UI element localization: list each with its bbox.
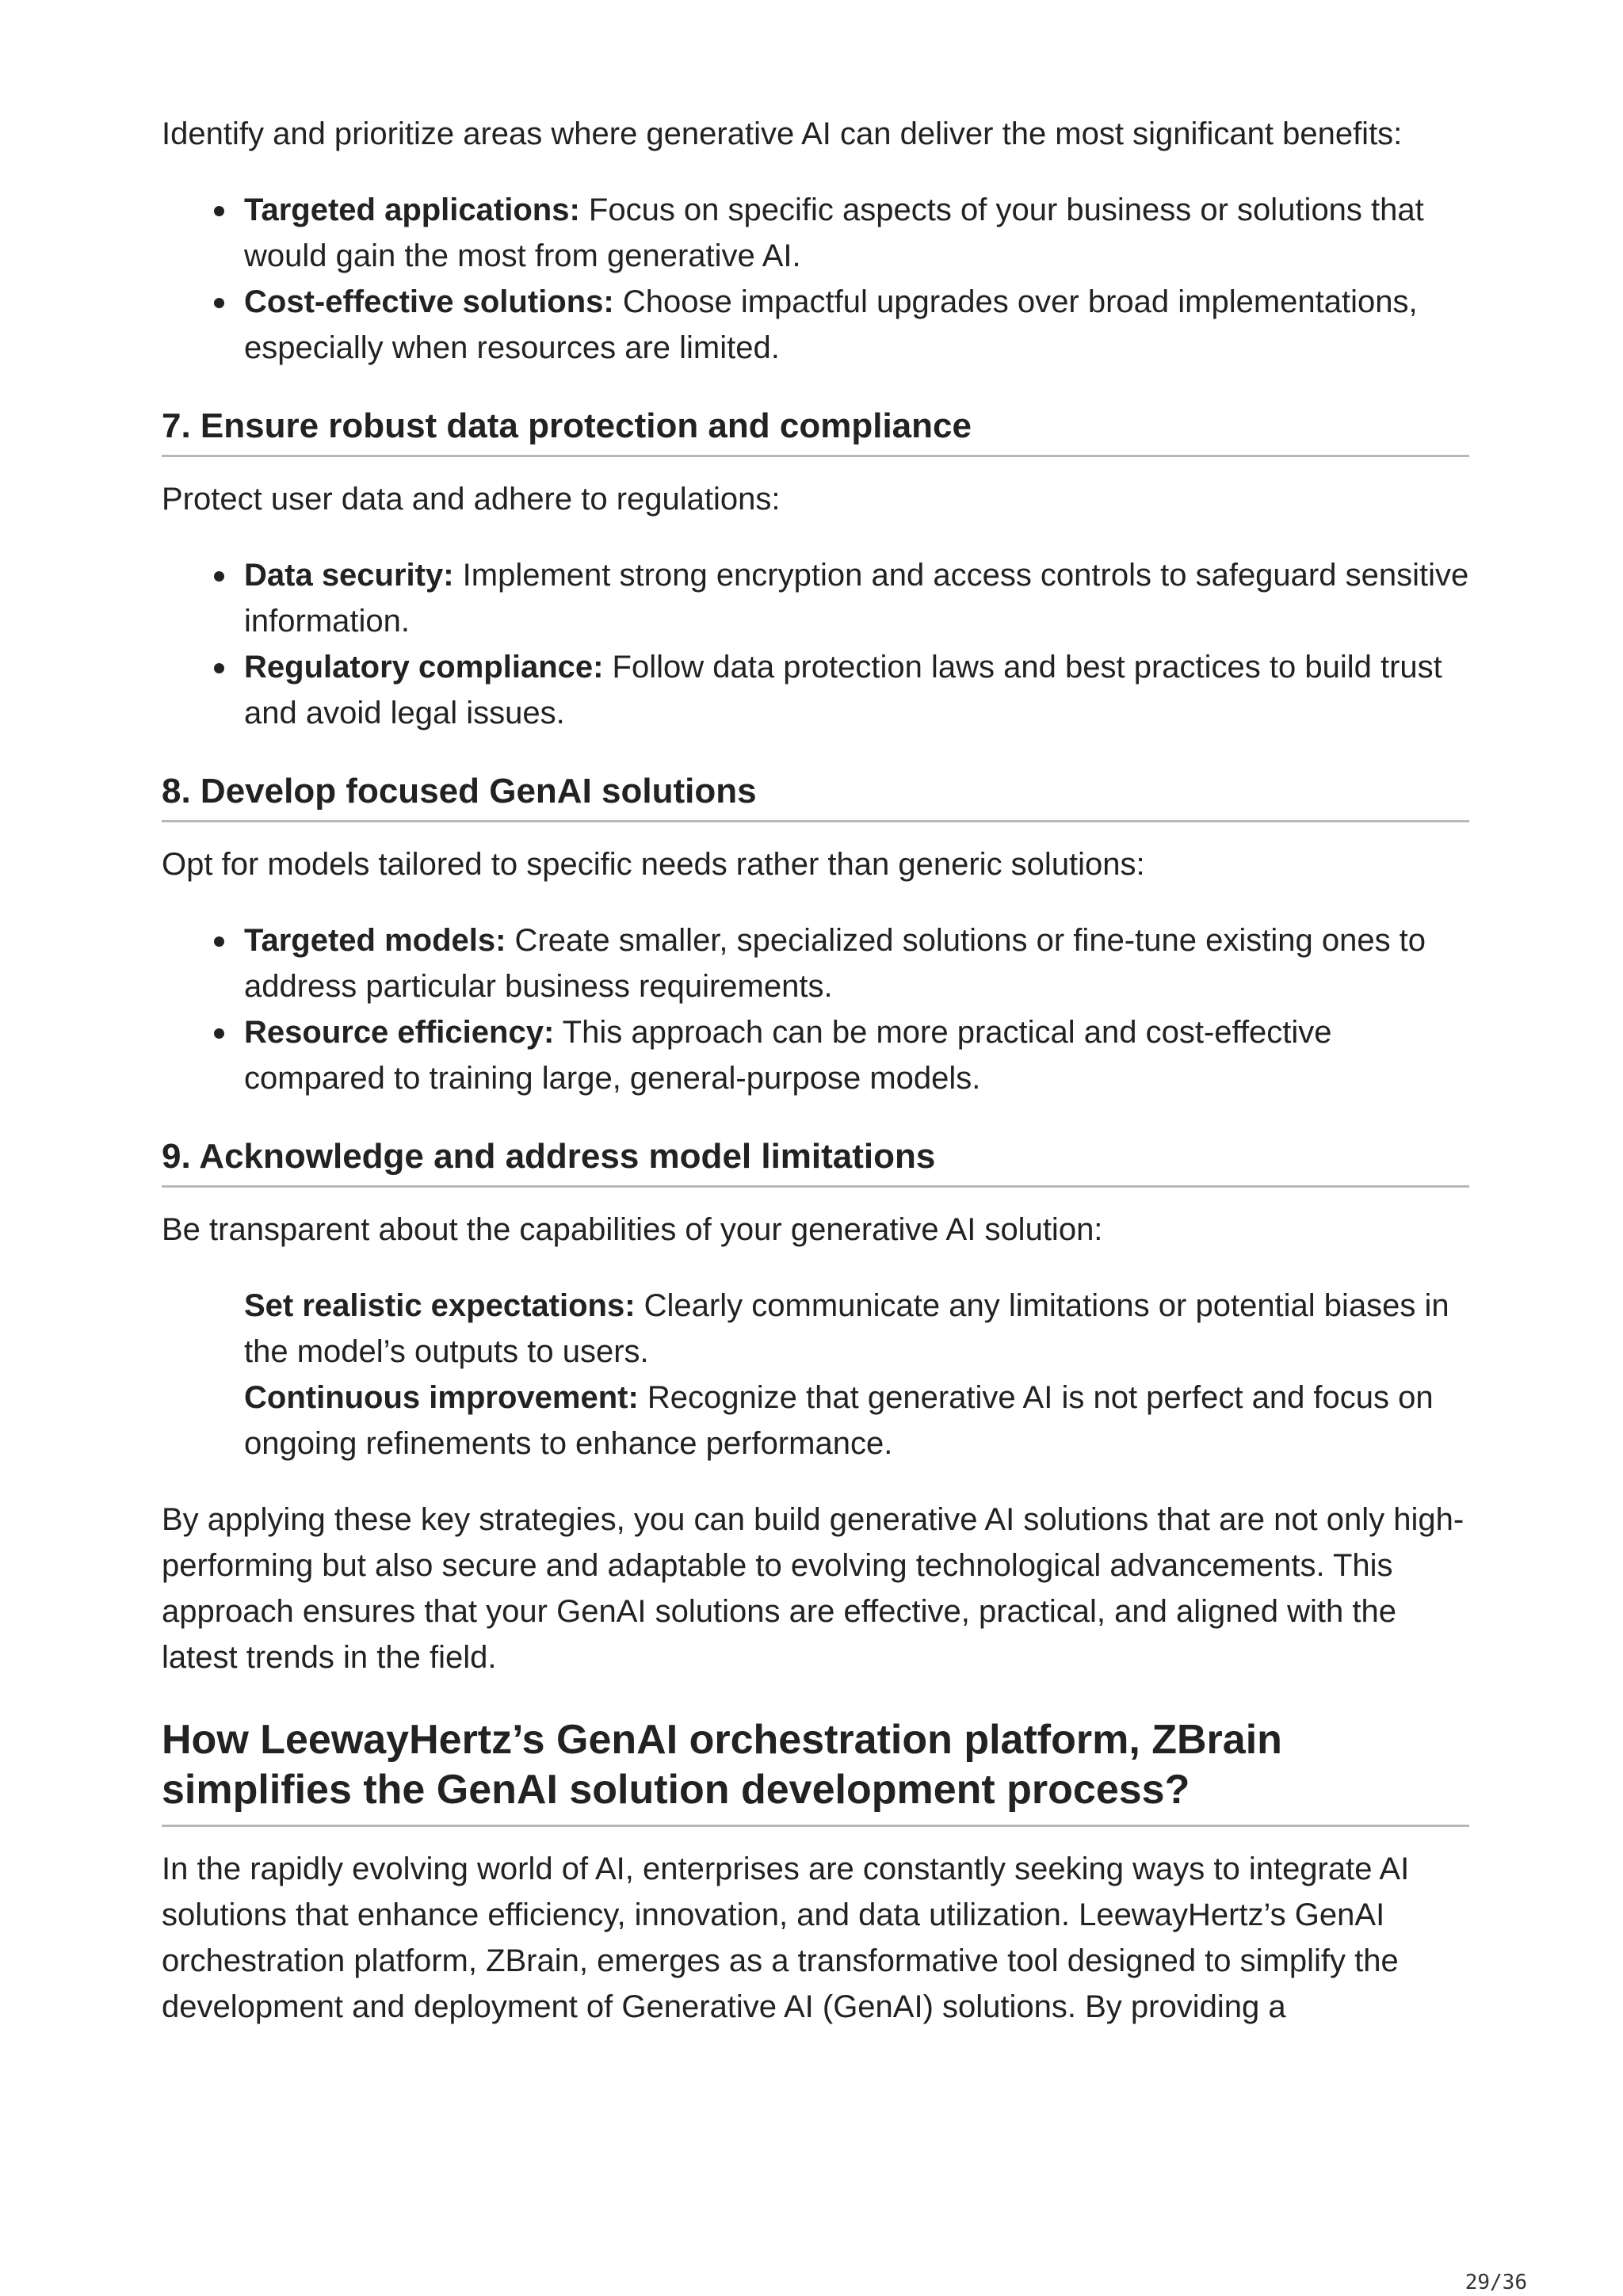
section-7-lead: Protect user data and adhere to regulations: <box>162 482 781 517</box>
section-7-heading: 7. Ensure robust data protection and compliance <box>162 401 1469 457</box>
intro-paragraph: Identify and prioritize areas where generative AI can deliver the most significant benefits: <box>162 116 1403 151</box>
list-item <box>244 1375 1469 1466</box>
document-page <box>162 111 1469 2030</box>
item-text: Implement strong encryption and access controls to safeguard sensitive information. <box>244 558 1469 639</box>
section-8-bullet-list <box>162 917 1469 1101</box>
list-item <box>244 279 1469 371</box>
page-number: 29/36 <box>1465 2271 1527 2294</box>
item-text: Recognize that generative AI is not perfect and focus on ongoing refinements to enhance performance. <box>244 1380 1434 1461</box>
item-label: Data security: <box>244 558 454 593</box>
item-label: Continuous improvement: <box>244 1380 639 1415</box>
list-item <box>244 644 1469 736</box>
item-text: Focus on specific aspects of your business or solutions that would gain the most from generative AI. <box>244 193 1424 273</box>
closing-paragraph: By applying these key strategies, you can build generative AI solutions that are not only high-performing but also secure and adaptable to evolving technological advancements. This approach ensures that your GenAI solutions are effective, practical, and aligned with the latest trends in the field. <box>162 1502 1465 1675</box>
item-text: This approach can be more practical and cost-effective compared to training large, general-purpose models. <box>244 1015 1332 1096</box>
item-label: Cost-effective solutions: <box>244 284 614 319</box>
item-label: Targeted models: <box>244 923 506 958</box>
zbrain-paragraph: In the rapidly evolving world of AI, enterprises are constantly seeking ways to integrate AI solutions that enhance efficiency, innovation, and data utilization. LeewayHertz’s GenAI orchestration platform, ZBrain, emerges as a transformative tool designed to simplify the development and deployment of Generative AI (GenAI) solutions. By providing a <box>162 1852 1410 2024</box>
item-text: Create smaller, specialized solutions or fine-tune existing ones to address particular business requirements. <box>244 923 1426 1004</box>
item-label: Targeted applications: <box>244 193 580 227</box>
item-label: Set realistic expectations: <box>244 1288 636 1323</box>
section-7-bullet-list <box>162 552 1469 736</box>
list-item <box>244 552 1469 644</box>
item-text: Clearly communicate any limitations or potential biases in the model’s outputs to users. <box>244 1288 1449 1369</box>
item-text: Choose impactful upgrades over broad implementations, especially when resources are limited. <box>244 284 1418 365</box>
zbrain-heading: How LeewayHertz’s GenAI orchestration platform, ZBrain simplifies the GenAI solution development process? <box>162 1715 1469 1827</box>
section-9-lead: Be transparent about the capabilities of your generative AI solution: <box>162 1212 1103 1247</box>
section-8-lead: Opt for models tailored to specific needs rather than generic solutions: <box>162 847 1145 882</box>
intro-bullet-list <box>162 187 1469 371</box>
section-9-heading: 9. Acknowledge and address model limitations <box>162 1131 1469 1188</box>
section-9-list <box>162 1283 1469 1466</box>
item-label: Regulatory compliance: <box>244 650 604 685</box>
list-item <box>244 917 1469 1009</box>
list-item <box>244 1009 1469 1101</box>
section-8-heading: 8. Develop focused GenAI solutions <box>162 766 1469 822</box>
list-item <box>244 187 1469 279</box>
item-label: Resource efficiency: <box>244 1015 555 1050</box>
list-item <box>244 1283 1469 1375</box>
item-text: Follow data protection laws and best practices to build trust and avoid legal issues. <box>244 650 1442 730</box>
